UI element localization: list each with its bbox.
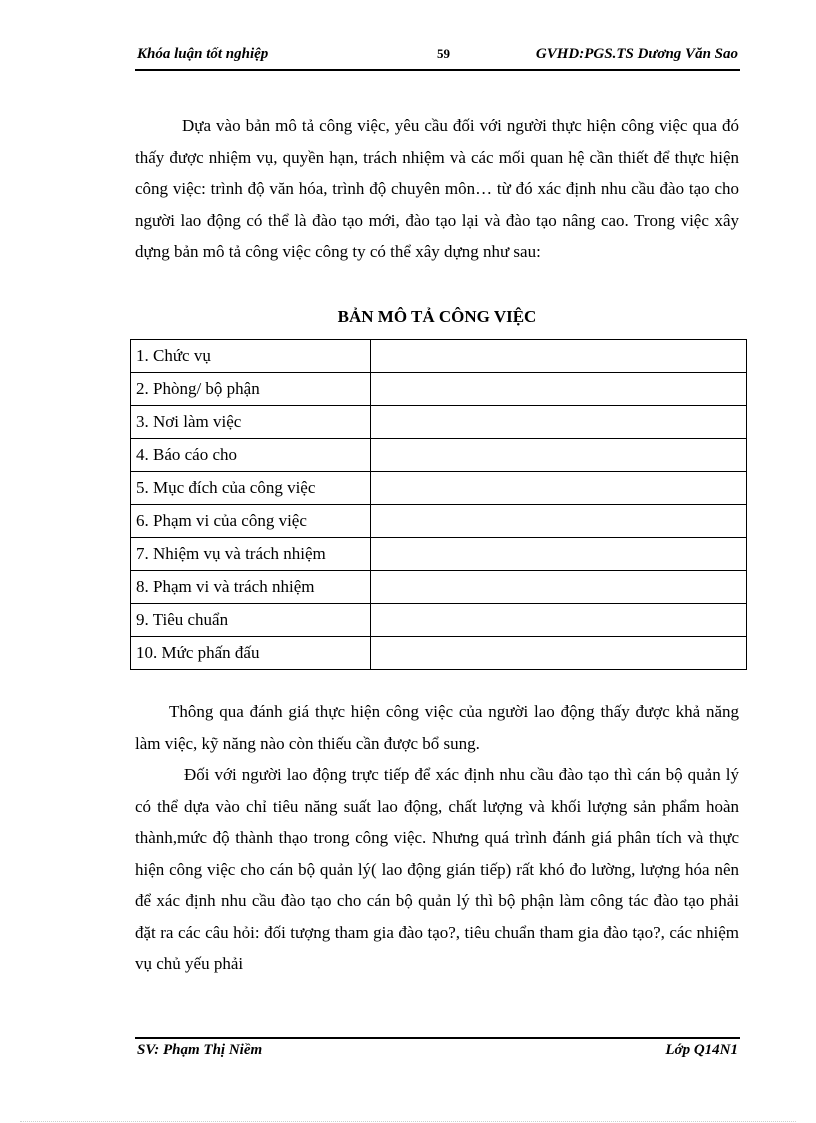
row-label: 2. Phòng/ bộ phận xyxy=(131,373,371,406)
page-edge xyxy=(20,1121,796,1122)
direct-workers-paragraph: Đối với người lao động trực tiếp để xác định nhu cầu đào tạo thì cán bộ quản lý có thể dựa vào chỉ tiêu năng suất lao động, chất lượng và khối lượng sản phẩm hoàn thành,mức độ thành thạo trong công việc. Nhưng quá trình đánh giá phân tích và thực hiện công việc cho cán bộ quản lý( lao động gián tiếp) rất khó đo lường, lượng hóa nên để xác định nhu cầu đào tạo cho cán bộ quản lý thì bộ phận làm công tác đào tạo phải đặt ra các câu hỏi: đối tượng tham gia đào tạo?, tiêu chuẩn tham gia đào tạo?, các nhiệm vụ chủ yếu phải xyxy=(135,765,739,973)
table-row xyxy=(131,538,747,571)
table-row xyxy=(131,472,747,505)
supervisor-label: GVHD:PGS.TS Dương Văn Sao xyxy=(535,46,738,62)
table-row xyxy=(131,373,747,406)
row-label: 4. Báo cáo cho xyxy=(131,439,371,472)
row-label: 9. Tiêu chuẩn xyxy=(131,604,371,637)
evaluation-paragraph: Thông qua đánh giá thực hiện công việc của người lao động thấy được khả năng làm việc, kỹ năng nào còn thiếu cần được bổ sung. xyxy=(135,702,739,753)
header-rule xyxy=(135,69,740,71)
table-row xyxy=(131,406,747,439)
row-value xyxy=(371,406,747,439)
row-value xyxy=(371,439,747,472)
row-value xyxy=(371,637,747,670)
page-number: 59 xyxy=(437,46,450,61)
row-value xyxy=(371,505,747,538)
row-value xyxy=(371,340,747,373)
table-row xyxy=(131,571,747,604)
intro-paragraph: Dựa vào bản mô tả công việc, yêu cầu đối với người thực hiện công việc qua đó thấy được nhiệm vụ, quyền hạn, trách nhiệm và các mối quan hệ cần thiết để thực hiện công việc: trình độ văn hóa, trình độ chuyên môn… từ đó xác định nhu cầu đào tạo cho người lao động có thể là đào tạo mới, đào tạo lại và đào tạo nâng cao. Trong việc xây dựng bản mô tả công việc công ty có thể xây dựng như sau: xyxy=(135,116,739,261)
row-value xyxy=(371,538,747,571)
row-value xyxy=(371,604,747,637)
table-row xyxy=(131,505,747,538)
row-value xyxy=(371,373,747,406)
row-label: 7. Nhiệm vụ và trách nhiệm xyxy=(131,538,371,571)
student-label: SV: Phạm Thị Niềm xyxy=(137,1042,263,1058)
job-description-table xyxy=(130,339,747,670)
table-row xyxy=(131,637,747,670)
row-label: 5. Mục đích của công việc xyxy=(131,472,371,505)
footer-rule xyxy=(135,1037,740,1039)
table-row xyxy=(131,439,747,472)
row-label: 10. Mức phấn đấu xyxy=(131,637,371,670)
thesis-label: Khóa luận tốt nghiệp xyxy=(137,46,269,62)
page-footer xyxy=(135,1042,740,1062)
row-label: 6. Phạm vi của công việc xyxy=(131,505,371,538)
table-row xyxy=(131,340,747,373)
table-row xyxy=(131,604,747,637)
page-header xyxy=(135,46,740,66)
row-value xyxy=(371,571,747,604)
row-label: 1. Chức vụ xyxy=(131,340,371,373)
row-value xyxy=(371,472,747,505)
table-title: BẢN MÔ TẢ CÔNG VIỆC xyxy=(337,307,537,326)
class-label: Lớp Q14N1 xyxy=(665,1042,738,1058)
row-label: 3. Nơi làm việc xyxy=(131,406,371,439)
row-label: 8. Phạm vi và trách nhiệm xyxy=(131,571,371,604)
